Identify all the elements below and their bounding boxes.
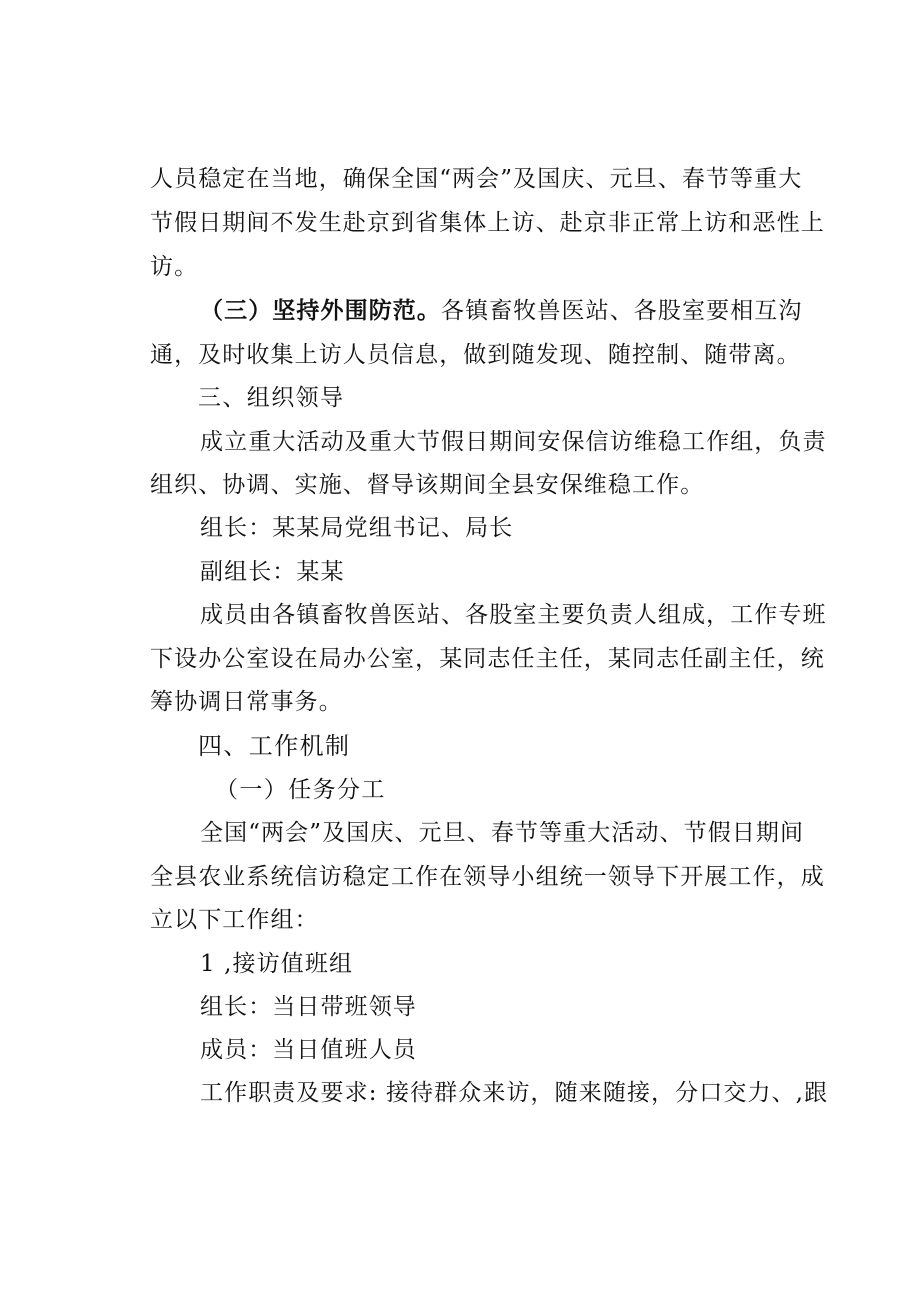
paragraph-line: 全国“两会”及国庆、元旦、春节等重大活动、节假日期间: [200, 820, 805, 846]
list-item-title: 1 ,接访值班组: [200, 951, 354, 977]
paragraph-line: 下设办公室设在局办公室，某同志任主任，某同志任副主任，统: [150, 646, 825, 672]
paragraph-line: 筹协调日常事务。: [150, 689, 343, 715]
paragraph-line: 全县农业系统信访稳定工作在领导小组统一领导下开展工作，成: [150, 864, 825, 890]
section-heading: 三、组织领导: [198, 385, 345, 411]
paragraph-line: 立以下工作组：: [150, 907, 319, 933]
subsection-paragraph: [200, 296, 803, 326]
paragraph-line: 成员由各镇畜牧兽医站、各股室主要负责人组成，工作专班: [200, 602, 827, 628]
group-leader-line: 组长：某某局党组书记、局长: [200, 515, 514, 541]
group-leader-line: 组长：当日带班领导: [200, 994, 417, 1020]
subsection-heading: （三）坚持外围防范。: [200, 298, 441, 324]
paragraph-line: 成立重大活动及重大节假日期间安保信访维稳工作组，负责: [200, 429, 827, 455]
subsection-heading: （一）任务分工: [215, 777, 386, 803]
paragraph-line: 人员稳定在当地，确保全国“两会”及国庆、元旦、春节等重大: [150, 166, 803, 192]
paragraph-line: 组织、协调、实施、督导该期间全县安保维稳工作。: [150, 472, 705, 498]
duties-line: 工作职责及要求: 接待群众来访，随来随接，分口交力、,跟: [200, 1080, 829, 1106]
members-line: 成员：当日值班人员: [200, 1037, 417, 1063]
paragraph-line: 访。: [150, 254, 199, 280]
paragraph-line: 通，及时收集上访人员信息，做到随发现、随控制、随带离。: [150, 342, 801, 368]
section-heading: 四、工作机制: [198, 732, 351, 760]
paragraph-text: 各镇畜牧兽医站、各股室要相互沟: [441, 298, 803, 324]
deputy-leader-line: 副组长：某某: [200, 559, 345, 585]
paragraph-line: 节假日期间不发生赴京到省集体上访、赴京非正常上访和恶性上: [150, 210, 825, 236]
